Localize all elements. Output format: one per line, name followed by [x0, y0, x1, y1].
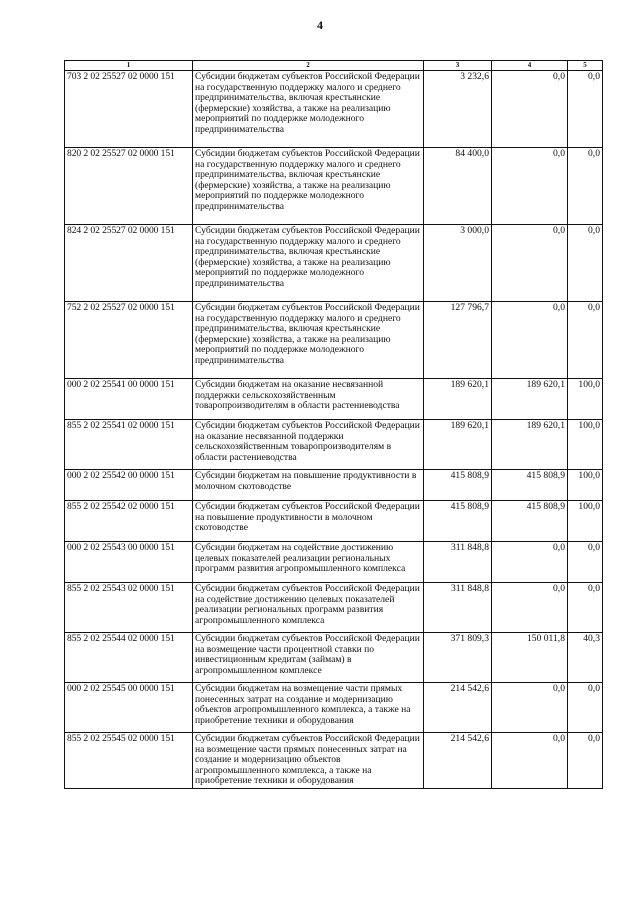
execution-percent: 0,0 — [568, 733, 603, 789]
income-description: Субсидии бюджетам на оказание несвязанной поддержки сельскохозяйственным товаропроизводителям в области растениеводства — [193, 379, 424, 420]
income-description: Субсидии бюджетам субъектов Российской Федерации на содействие достижению целевых показателей реализации региональных программ развития агропромышленного комплекса — [193, 583, 424, 633]
table-row — [65, 501, 603, 542]
table-row — [65, 633, 603, 683]
table-row — [65, 583, 603, 633]
planned-amount: 189 620,1 — [424, 420, 492, 470]
budget-code: 855 2 02 25543 02 0000 151 — [65, 583, 193, 633]
executed-amount: 150 011,8 — [492, 633, 568, 683]
budget-code: 000 2 02 25543 00 0000 151 — [65, 542, 193, 583]
executed-amount: 0,0 — [492, 302, 568, 379]
planned-amount: 214 542,6 — [424, 683, 492, 733]
planned-amount: 189 620,1 — [424, 379, 492, 420]
execution-percent: 100,0 — [568, 420, 603, 470]
execution-percent: 0,0 — [568, 583, 603, 633]
table-row — [65, 148, 603, 225]
table-row — [65, 379, 603, 420]
table-header-row — [65, 61, 603, 71]
executed-amount: 189 620,1 — [492, 420, 568, 470]
budget-code: 855 2 02 25544 02 0000 151 — [65, 633, 193, 683]
income-description: Субсидии бюджетам субъектов Российской Федерации на возмещение части прямых понесенных затрат на создание и модернизацию объектов агропромышленного комплекса, а также на приобретение техники и оборудования — [193, 733, 424, 789]
executed-amount: 0,0 — [492, 71, 568, 148]
column-header: 3 — [424, 61, 492, 71]
planned-amount: 415 808,9 — [424, 470, 492, 501]
execution-percent: 0,0 — [568, 683, 603, 733]
planned-amount: 415 808,9 — [424, 501, 492, 542]
income-description: Субсидии бюджетам субъектов Российской Федерации на государственную поддержку малого и среднего предпринимательства, включая крестьянские (фермерские) хозяйства, а также на реализацию мероприятий по поддержке молодежного предпринимательства — [193, 148, 424, 225]
executed-amount: 189 620,1 — [492, 379, 568, 420]
budget-code: 752 2 02 25527 02 0000 151 — [65, 302, 193, 379]
budget-code: 000 2 02 25541 00 0000 151 — [65, 379, 193, 420]
budget-code: 824 2 02 25527 02 0000 151 — [65, 225, 193, 302]
executed-amount: 0,0 — [492, 583, 568, 633]
table-row — [65, 683, 603, 733]
income-description: Субсидии бюджетам на возмещение части прямых понесенных затрат на создание и модернизацию объектов агропромышленного комплекса, а также на приобретение техники и оборудования — [193, 683, 424, 733]
table-row — [65, 420, 603, 470]
planned-amount: 3 000,0 — [424, 225, 492, 302]
planned-amount: 214 542,6 — [424, 733, 492, 789]
income-description: Субсидии бюджетам субъектов Российской Федерации на государственную поддержку малого и среднего предпринимательства, включая крестьянские (фермерские) хозяйства, а также на реализацию мероприятий по поддержке молодежного предпринимательства — [193, 302, 424, 379]
table-row — [65, 470, 603, 501]
budget-code: 703 2 02 25527 02 0000 151 — [65, 71, 193, 148]
executed-amount: 415 808,9 — [492, 470, 568, 501]
income-description: Субсидии бюджетам субъектов Российской Федерации на оказание несвязанной поддержки сельскохозяйственным товаропроизводителям в области растениеводства — [193, 420, 424, 470]
column-header: 1 — [65, 61, 193, 71]
table-row — [65, 733, 603, 789]
table-row — [65, 225, 603, 302]
executed-amount: 0,0 — [492, 542, 568, 583]
executed-amount: 0,0 — [492, 148, 568, 225]
execution-percent: 0,0 — [568, 302, 603, 379]
executed-amount: 0,0 — [492, 733, 568, 789]
income-description: Субсидии бюджетам субъектов Российской Федерации на повышение продуктивности в молочном скотоводстве — [193, 501, 424, 542]
table-row — [65, 71, 603, 148]
execution-percent: 0,0 — [568, 71, 603, 148]
page-number: 4 — [317, 18, 323, 32]
execution-percent: 100,0 — [568, 470, 603, 501]
executed-amount: 0,0 — [492, 683, 568, 733]
executed-amount: 0,0 — [492, 225, 568, 302]
planned-amount: 127 796,7 — [424, 302, 492, 379]
table-row — [65, 542, 603, 583]
execution-percent: 100,0 — [568, 501, 603, 542]
executed-amount: 415 808,9 — [492, 501, 568, 542]
execution-percent: 40,3 — [568, 633, 603, 683]
execution-percent: 100,0 — [568, 379, 603, 420]
planned-amount: 311 848,8 — [424, 542, 492, 583]
table-row — [65, 302, 603, 379]
budget-code: 855 2 02 25545 02 0000 151 — [65, 733, 193, 789]
execution-percent: 0,0 — [568, 148, 603, 225]
column-header: 4 — [492, 61, 568, 71]
budget-code: 855 2 02 25542 02 0000 151 — [65, 501, 193, 542]
column-header: 2 — [193, 61, 424, 71]
execution-percent: 0,0 — [568, 225, 603, 302]
budget-code: 000 2 02 25545 00 0000 151 — [65, 683, 193, 733]
planned-amount: 3 232,6 — [424, 71, 492, 148]
planned-amount: 371 809,3 — [424, 633, 492, 683]
income-description: Субсидии бюджетам на содействие достижению целевых показателей реализации региональных программ развития агропромышленного комплекса — [193, 542, 424, 583]
planned-amount: 311 848,8 — [424, 583, 492, 633]
planned-amount: 84 400,0 — [424, 148, 492, 225]
budget-code: 000 2 02 25542 00 0000 151 — [65, 470, 193, 501]
column-header: 5 — [568, 61, 603, 71]
income-description: Субсидии бюджетам субъектов Российской Федерации на государственную поддержку малого и среднего предпринимательства, включая крестьянские (фермерские) хозяйства, а также на реализацию мероприятий по поддержке молодежного предпринимательства — [193, 225, 424, 302]
budget-code: 820 2 02 25527 02 0000 151 — [65, 148, 193, 225]
budget-code: 855 2 02 25541 02 0000 151 — [65, 420, 193, 470]
income-description: Субсидии бюджетам субъектов Российской Федерации на возмещение части процентной ставки по инвестиционным кредитам (займам) в агропромышленном комплексе — [193, 633, 424, 683]
budget-table — [64, 60, 603, 789]
execution-percent: 0,0 — [568, 542, 603, 583]
income-description: Субсидии бюджетам на повышение продуктивности в молочном скотоводстве — [193, 470, 424, 501]
income-description: Субсидии бюджетам субъектов Российской Федерации на государственную поддержку малого и среднего предпринимательства, включая крестьянские (фермерские) хозяйства, а также на реализацию мероприятий по поддержке молодежного предпринимательства — [193, 71, 424, 148]
